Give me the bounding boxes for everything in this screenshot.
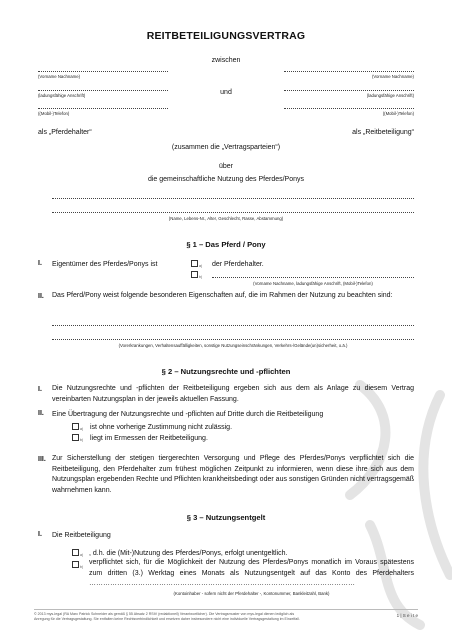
party-right-address-line[interactable] [284,90,414,91]
ueber-text: über [218,163,233,170]
party-right-label-phone: ((Mobil-)Telefon) [382,111,414,116]
s1-properties-caption: (Vorerkrankungen, Verhaltensauffälligkeiten, sonstige Nutzungseinschränkungen, Verkehrs-/Gelände(un)sicherheit, o.ä.) [118,343,348,348]
s3-checkbox-a-label: a) [80,553,84,557]
s1-checkbox-a[interactable] [191,260,198,267]
s2-II-a-text: ist ohne vorherige Zustimmung nicht zulässig. [90,424,233,431]
horse-line-2[interactable] [52,212,414,213]
und-text: und [220,89,232,96]
section-3-heading: § 3 – Nutzungsentgelt [186,513,266,522]
party-left-phone-line[interactable] [38,108,168,109]
s1-properties-line-2[interactable] [52,339,414,340]
s2-I-text: Die Nutzungsrechte und -pflichten der Reitbeteiligung ergeben sich aus dem als Anlage zu diesem Vertrag vereinbarten Nutzungsplan in der jeweils aktuellen Fassung. [52,385,414,403]
party-right-phone-line[interactable] [284,108,414,109]
role-pferdehalter: als „Pferdehalter“ [38,129,92,136]
nutzung-text: die gemeinschaftliche Nutzung des Pferdes/Ponys [147,176,305,183]
s1-roman-I: I. [38,260,42,267]
s3-b-text: verpflichtet sich, für die Möglichkeit der Nutzung des Pferdes/Ponys monatlich im Voraus spätestens zum dritten (3.) Werktag eines Monats als Nutzungsentgelt auf das Konto des Pferdehalters …………………………………………………………………………………………………… [89,559,414,588]
s3-I-text: Die Reitbeteiligung [52,532,111,539]
s2-roman-III: III. [38,456,46,463]
role-reitbeteiligung: als „Reitbeteiligung“ [352,129,414,136]
party-right-name-line[interactable] [284,71,414,72]
s2-II-b-text: liegt im Ermessen der Reitbeteiligung. [90,435,208,442]
s1-properties-line-1[interactable] [52,325,414,326]
horse-line-1[interactable] [52,198,414,199]
s1-checkbox-b-label: b) [199,275,203,279]
page-number: 1 | S e i t e [396,613,418,618]
s1-I-text: Eigentümer des Pferdes/Ponys ist [52,261,158,268]
party-left-label-name: (Vorname Nachname) [38,74,81,79]
s1-II-text: Das Pferd/Pony weist folgende besonderen Eigenschaften auf, die im Rahmen der Nutzung zu beachten sind: [52,292,393,299]
watermark-graphic [330,375,452,635]
s2-checkbox-a[interactable] [72,423,79,430]
footer-line-1: © 2013 mys-legal (RA Marc Patrick Schneider als gemäß § 55 Absatz 2 RStV (redaktionell) Verantwortlicher). Die Vertragsmuster von mys-legal dienen lediglich als [34,612,295,616]
zwischen-text: zwischen [211,57,241,64]
s3-checkbox-b-label: b) [80,565,84,569]
s2-roman-I: I. [38,386,42,393]
s3-roman-I: I. [38,531,42,538]
footer-divider [34,609,418,610]
s1-owner-line[interactable] [212,277,414,278]
party-left-name-line[interactable] [38,71,168,72]
s1-I-a-text: der Pferdehalter. [212,261,264,268]
party-left-label-phone: ((Mobil-)Telefon) [38,111,70,116]
s3-checkbox-b[interactable] [72,561,79,568]
document-title: REITBETEILIGUNGSVERTRAG [146,30,306,42]
vertragsparteien-text: (zusammen die „Vertragsparteien“) [171,144,281,151]
s2-III-text: Zur Sicherstellung der stetigen tiergerechten Versorgung und Pflege des Pferdes/Ponys verpflichtet sich die Reitbeteiligung, den Pferdehalter zum frühest möglichen Zeitpunkt zu informieren, wenn diese ihre sich aus dem Nutzungsplan ergebenden Rechte und Pflichten krankheitsbedingt oder aus sonstigen Gründen nicht vertragsgemäß wahrnehmen kann. [52,455,414,494]
s3-a-text: , d.h. die (Mit-)Nutzung des Pferdes/Ponys, erfolgt unentgeltlich. [89,550,288,557]
footer-line-2: Anregung für die Vertragsgestaltung. Sie entfalten keine Rechtsverbindlichkeit und ersetzen daher insbesondere nicht eine individuelle Vertragsgestaltung im Einzelfall. [34,617,300,621]
s2-checkbox-a-label: a) [80,427,84,431]
section-1-heading: § 1 – Das Pferd / Pony [186,240,266,249]
horse-caption: (Name, Lebens-Nr., Alter, Geschlecht, Rasse, Abstammung) [168,216,284,221]
party-right-label-name: (Vorname Nachname) [371,74,414,79]
s3-konto-caption: (Kontoinhaber - sofern nicht der Pferdehalter -, Kontonummer, Bankleitzahl, Bank) [173,591,330,596]
s3-checkbox-a[interactable] [72,549,79,556]
s1-roman-II: II. [38,293,44,300]
party-right-label-address: (ladungsfähige Anschrift) [366,93,414,98]
s1-checkbox-a-label: a) [199,264,203,268]
s2-checkbox-b-label: b) [80,438,84,442]
section-2-heading: § 2 – Nutzungsrechte und -pflichten [161,367,291,376]
s1-checkbox-b[interactable] [191,271,198,278]
party-left-label-address: (ladungsfähige Anschrift) [38,93,86,98]
s2-roman-II: II. [38,410,44,417]
s2-II-text: Eine Übertragung der Nutzungsrechte und -pflichten auf Dritte durch die Reitbeteiligung [52,411,324,418]
s2-checkbox-b[interactable] [72,434,79,441]
s1-owner-caption: (Vorname Nachname, ladungsfähige Anschrift, (Mobil-)Telefon) [253,281,373,286]
